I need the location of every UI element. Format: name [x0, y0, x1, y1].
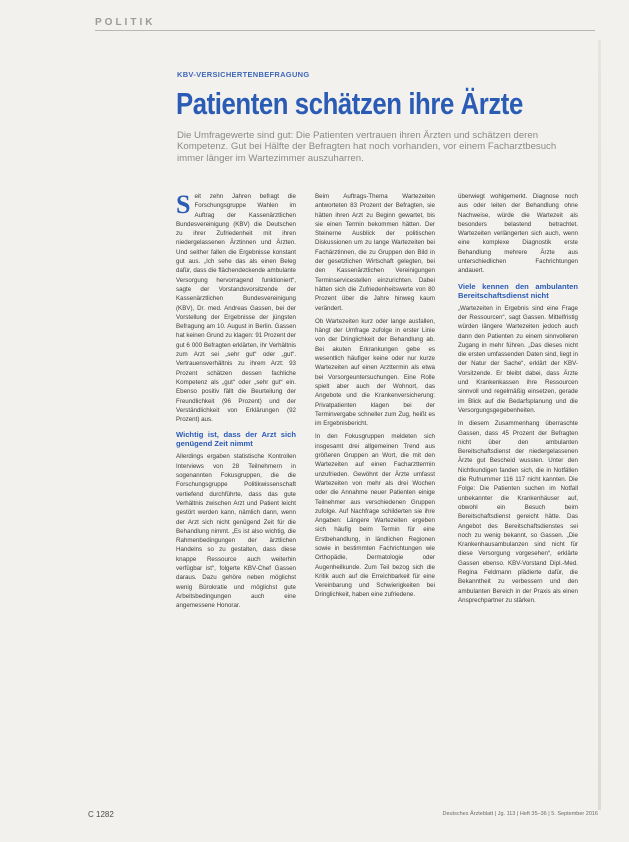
paragraph: [176, 192, 296, 424]
kicker: KBV-VERSICHERTENBEFRAGUNG: [177, 70, 310, 79]
headline: Patienten schätzen ihre Ärzte: [176, 86, 523, 121]
drop-cap: S: [176, 190, 191, 219]
article-column-1: [176, 192, 296, 614]
paragraph: Ob Wartezeiten kurz oder lange ausfallen, hängt der Umfrage zufolge in erster Linie von der Dringlichkeit der Behandlung ab. Bei akuten Erkrankungen gebe es wesentlich häufiger keine oder nur kurze Wartezeiten auf einen Arzttermin als etwa bei Vorsorgeuntersuchungen. Eine Rolle spielt aber auch der Wohnort, das Angebote und die Krankenversicherung: Privatpatienten klagen bei der Terminvergabe schneller zum Zug, heißt es im Ergebnisbericht.: [315, 317, 435, 428]
paragraph: Allerdings ergaben statistische Kontrollen Interviews von 28 Teilnehmern in sogenannten Fokusgruppen, die die Forschungsgruppe Politikwissenschaft vertiefend durchführte, dass das gute Verhältnis zwischen Arzt und Patient leicht gestört werden kann, nämlich dann, wenn der Arzt sich nicht genügend Zeit für die Behandlung nimmt. „Es ist also wichtig, die Rahmenbedingungen der ärztlichen Handelns so zu gestalten, dass diese knappe Ressource auch weiterhin verfügbar ist“, folgerte KBV-Chef Gassen daraus. Dazu gehöre neben möglichst wenig Bürokratie und möglichst gute Arbeitsbedingungen auch eine angemessene Honorar.: [176, 453, 296, 610]
subheading: Viele kennen den ambulanten Bereitschaftsdienst nicht: [458, 281, 578, 300]
divider: [95, 30, 595, 31]
lead-paragraph: Die Umfragewerte sind gut: Die Patienten vertrauen ihren Ärzten und schätzen deren Kompetenz. Gut bei Hälfte der Befragten hat noch vorhanden, vor einem Facharztbesuch immer länger im Wartezimmer auszuharren.: [177, 130, 557, 164]
paragraph: In den Fokusgruppen meldeten sich insgesamt drei allgemeinen Trend aus größeren Gruppen an Wort, die mit den Wartezeiten auf einen Facharzttermin unzufrieden. Gewöhnt der Ärzte umfasst Wartezeiten von mehr als drei Wochen oder die Annahme neuer Patienten einige Teilnehmer aus verschiedenen Gruppen zufolge. Auf Nachfrage schilderten sie ihre Angaben: Längere Wartezeiten ergeben sich häufig beim Termin für eine Erstbehandlung, in ländlichen Regionen sowie in bestimmten Fachrichtungen wie Orthopädie, Dermatologie oder Augenheilkunde. Zum Teil bezog sich die Kritik auch auf die Erreichbarkeit für eine Vereinbarung und Schwierigkeiten bei Dringlichkeit, haben eine zufriedene.: [315, 433, 435, 599]
paragraph: Beim Auftrags-Thema Wartezeiten antworteten 83 Prozent der Befragten, sie hätten ihren Arzt zu Beginn gewartet, bis sie einen Termin bekommen hätten. Der Steinerne Ausblick der politischen Diskussionen um zu lange Wartezeiten bei Fachärztinnen, die zu Gruppen den Bild in der gesetzlichen Wirtschaft gelegten, bei den Kassenärztlichen Vereinigungen Terminservicestellen einzurichten. Dabei hätten sich die Zufriedenheitswerte von 80 Prozent über die Jahre hinweg kaum verändert.: [315, 193, 435, 312]
paragraph: überwiegt wohlgemerkt. Diagnose noch aus oder leiten der Behandlung ohne Nachweise, würde die Wartezeit als besonders belastend betrachtet. Wartezeiten verlängerten sich auch, wenn eine komplexe Diagnostik erste Behandlung mehrere Ärzte aus unterschiedlichen Fachrichtungen andauert.: [458, 193, 578, 275]
section-label: POLITIK: [95, 17, 156, 28]
journal-citation: Deutsches Ärzteblatt | Jg. 113 | Heft 35–36 | 5. September 2016: [442, 811, 598, 817]
article-column-3: [458, 192, 578, 609]
scan-edge: [598, 40, 601, 810]
subheading: Wichtig ist, dass der Arzt sich genügend Zeit nimmt: [176, 430, 296, 449]
page-number: C 1282: [88, 810, 114, 819]
paragraph: „Wartezeiten in Ergebnis sind eine Frage der Ressourcen“, sagt Gassen. Mittelfristig würden längere Wartezeiten jedoch auch dann den Patienten zu einem sinnvolleren Zugang in mehr führen. „Das dieses nicht die ersten umfassenden Daten sind, liegt in der Natur der Sache“, erklärt der KBV-Vorsitzende. Er bleibt dabei, dass Ärzte und Krankenkassen ihre Ressourcen sinnvoll und regelmäßig einsetzen, gerade im Blick auf die Bedarfsplanung und die Versorgungsgegebenheiten.: [458, 304, 578, 414]
article-column-2: [315, 192, 435, 604]
paragraph: In diesem Zusammenhang überraschte Gassen, dass 45 Prozent der Befragten nicht über den ambulanten Bereitschaftsdienst der niedergelassenen Ärzte gut Bescheid wussten. Unter den Nichtkundigen fanden sich, die in Notfällen die Rufnummer 116 117 nicht kannten. Die Folge: Die Patienten suchen im Notfall unbekannter die Krankenhäuser auf, obwohl ein Besuch beim Bereitschaftsdienst gereicht hätte. Das Angebot des Bereitschaftsdienstes sei noch zu wenig bekannt, so Gassen. „Die Krankenhausambulanzen sind nicht für diese Versorgung vorgesehen“, erklärte Gassen ebenso. KBV-Vorstand Dipl.-Med. Regina Feldmann plädierte dafür, die Bekanntheit zu verbessern und den ambulanten Bereich in der Praxis als einen Ansprechpartner zu stärken.: [458, 420, 578, 604]
paragraph-text: eit zehn Jahren befragt die Forschungsgruppe Wahlen im Auftrag der Kassenärztlichen Bundesvereinigung (KBV) die Deutschen zu ihrer Zufriedenheit mit ihren niedergelassenen Ärztinnen und Ärzten. Und seither fallen die Ergebnisse konstant gut aus. „Ich sehe das als einen Beleg dafür, dass die flächendeckende ambulante Versorgung hervorragend funktioniert“, sagte der Vorstandsvorsitzende der Kassenärztlichen Bundesvereinigung (KBV), Dr. med. Andreas Gassen, bei der Vorstellung der Ergebnisse der jüngsten Befragung am 10. August in Berlin. Gassen hat keinen Grund zu klagen: 91 Prozent der gut 6 000 Befragten erklärten, ihr Verhältnis zum Arzt sei „sehr gut“ oder „gut“. Vertrauensverhältnis zu ihrem Arzt: 93 Prozent schätzen dessen fachliche Kompetenz als „gut“ oder „sehr gut“ ein. Ebenso positiv fällt die Beurteilung der Freundlichkeit (96 Prozent) und der Verständlichkeit von Erklärungen (92 Prozent) aus.: [176, 193, 296, 424]
